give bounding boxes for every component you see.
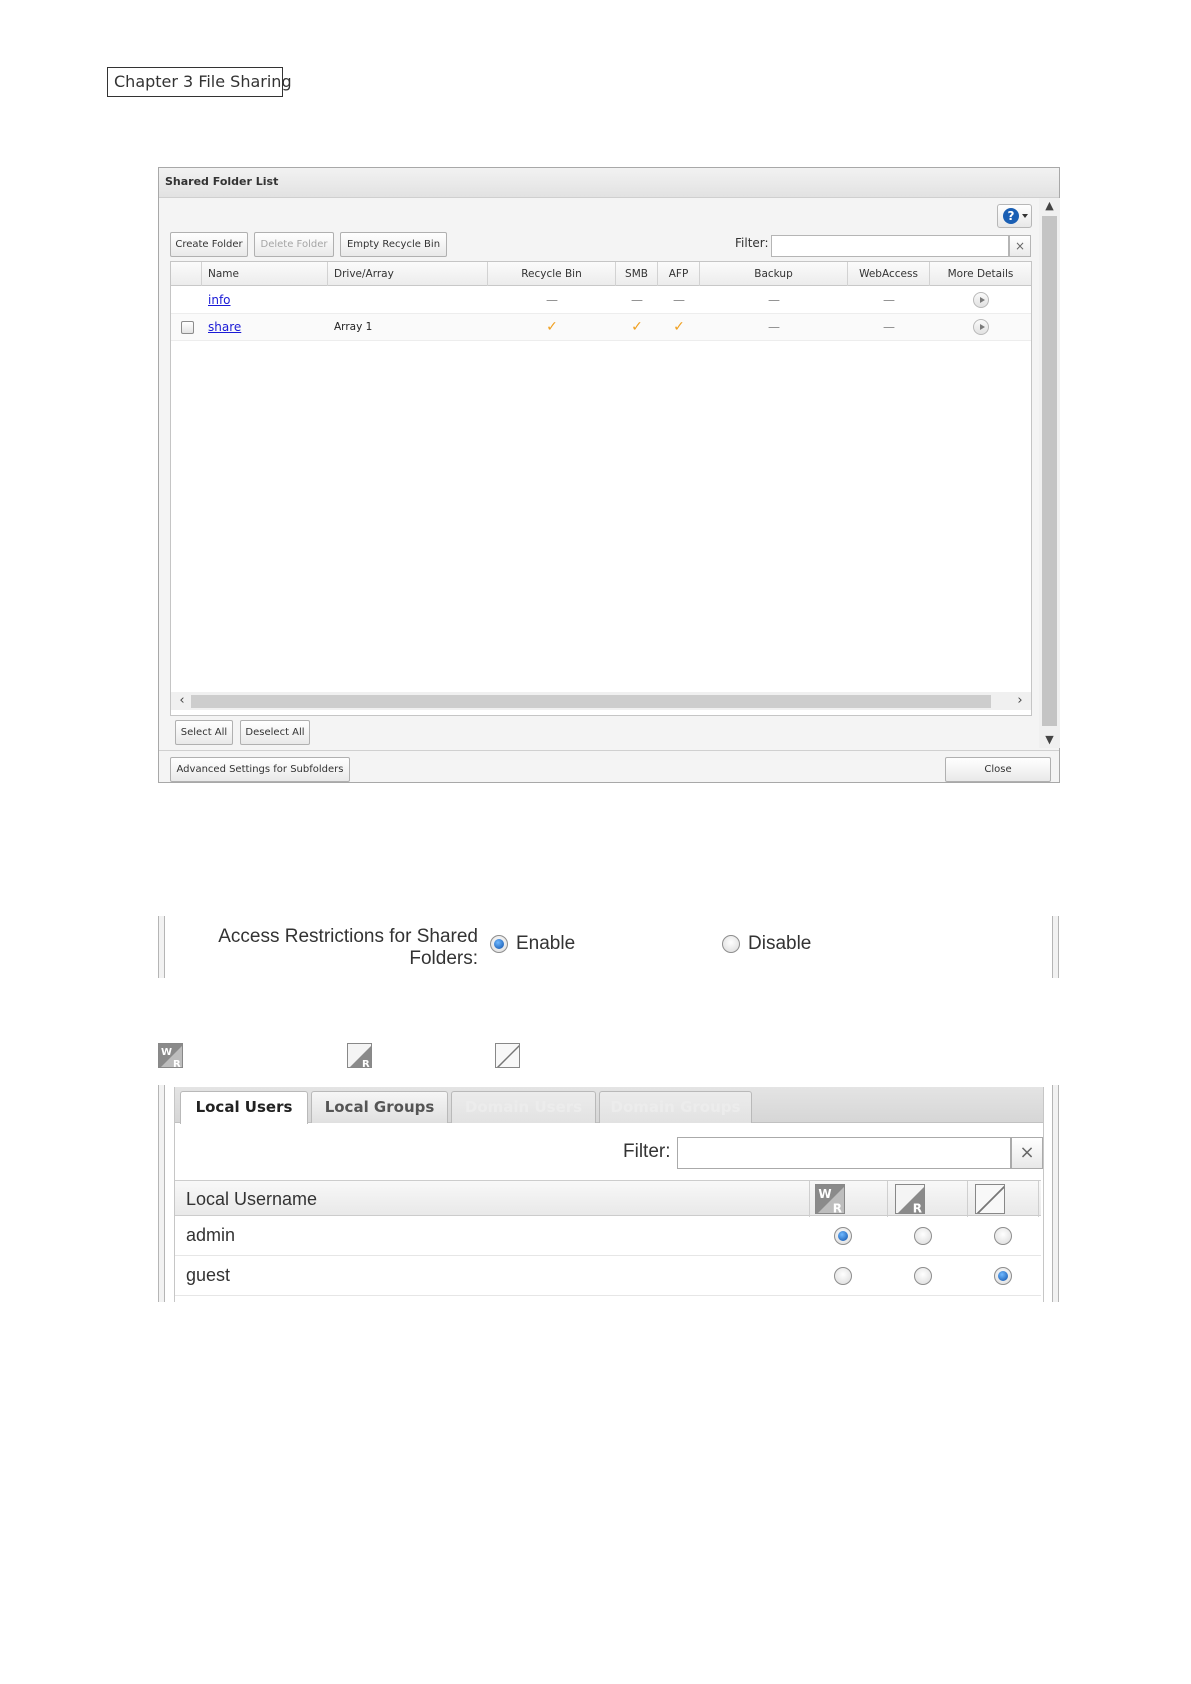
table-header <box>171 262 1031 286</box>
select-all-button[interactable]: Select All <box>175 720 233 745</box>
clear-filter-button[interactable] <box>1009 235 1031 257</box>
enable-radio[interactable] <box>490 935 508 953</box>
recycle-bin-cell: — <box>546 293 558 307</box>
disable-label: Disable <box>748 933 812 954</box>
chevron-up-icon[interactable]: ▲ <box>1045 199 1054 212</box>
column-header-recycle-bin[interactable]: Recycle Bin <box>488 262 616 286</box>
more-details-arrow-icon[interactable] <box>973 319 989 335</box>
empty-recycle-bin-button[interactable]: Empty Recycle Bin <box>340 232 447 257</box>
row-checkbox[interactable] <box>181 321 194 334</box>
webaccess-cell: — <box>883 293 895 307</box>
username-cell: admin <box>186 1225 236 1245</box>
read-write-radio[interactable] <box>834 1227 852 1245</box>
scrollbar-thumb[interactable] <box>191 695 991 708</box>
horizontal-scrollbar[interactable] <box>171 692 1031 710</box>
table-row[interactable] <box>175 1257 1041 1296</box>
help-icon: ? <box>1003 208 1019 224</box>
scrollbar-thumb[interactable] <box>1042 216 1057 726</box>
column-header-name[interactable]: Name <box>202 262 328 286</box>
user-table-header <box>175 1180 1041 1216</box>
svg-text:R: R <box>362 1059 370 1069</box>
user-filter-label: Filter: <box>623 1141 671 1162</box>
shared-folder-list-dialog <box>158 167 1060 783</box>
column-header-afp[interactable]: AFP <box>658 262 700 286</box>
backup-cell: — <box>768 293 780 307</box>
vertical-scrollbar[interactable] <box>1039 198 1060 748</box>
svg-text:R: R <box>912 1201 923 1215</box>
afp-cell: — <box>673 293 685 307</box>
close-button[interactable]: Close <box>945 757 1051 782</box>
panel-left-edge <box>158 916 165 978</box>
panel-right-edge <box>1052 1085 1059 1302</box>
advanced-settings-subfolders-button[interactable]: Advanced Settings for Subfolders <box>170 757 350 782</box>
folder-link-share[interactable]: share <box>208 320 242 334</box>
table-row[interactable] <box>171 287 1031 314</box>
column-header-backup[interactable]: Backup <box>700 262 848 286</box>
no-access-radio[interactable] <box>994 1267 1012 1285</box>
enable-label: Enable <box>516 933 576 954</box>
tab-domain-users[interactable]: Domain Users <box>451 1091 596 1123</box>
no-access-icon <box>975 1184 1005 1214</box>
table-row[interactable] <box>171 314 1031 341</box>
table-row[interactable] <box>175 1217 1041 1256</box>
help-button[interactable] <box>997 204 1032 228</box>
read-write-radio[interactable] <box>834 1267 852 1285</box>
column-header-webaccess[interactable]: WebAccess <box>848 262 930 286</box>
chevron-down-icon <box>1022 214 1028 218</box>
backup-cell: — <box>768 320 780 334</box>
dialog-footer <box>159 750 1059 784</box>
dialog-title: Shared Folder List <box>159 168 1059 198</box>
chevron-down-icon[interactable]: ▼ <box>1045 733 1054 746</box>
user-filter-input[interactable] <box>677 1137 1011 1169</box>
create-folder-button[interactable]: Create Folder <box>170 232 248 257</box>
delete-folder-button[interactable]: Delete Folder <box>254 232 334 257</box>
close-icon: × <box>1019 1142 1035 1163</box>
filter-input[interactable] <box>771 235 1009 257</box>
column-header-more-details[interactable]: More Details <box>947 268 1014 280</box>
username-cell: guest <box>186 1265 231 1285</box>
select-column-header <box>171 262 202 286</box>
smb-check-icon: ✓ <box>631 319 643 335</box>
column-header-drive-array[interactable]: Drive/Array <box>328 262 488 286</box>
folder-link-info[interactable]: info <box>208 293 231 307</box>
read-only-icon <box>895 1184 925 1214</box>
tab-local-users[interactable]: Local Users <box>180 1091 308 1124</box>
webaccess-cell: — <box>883 320 895 334</box>
read-only-icon <box>347 1043 372 1068</box>
panel-right-edge <box>1052 916 1059 978</box>
chevron-left-icon[interactable]: ‹ <box>179 693 185 708</box>
drive-cell: Array 1 <box>334 321 373 333</box>
read-write-icon <box>815 1184 845 1214</box>
close-icon: × <box>1014 239 1026 253</box>
tab-domain-groups[interactable]: Domain Groups <box>599 1091 752 1123</box>
tab-bar <box>175 1087 1043 1123</box>
more-details-arrow-icon[interactable] <box>973 292 989 308</box>
deselect-all-button[interactable]: Deselect All <box>240 720 310 745</box>
no-access-radio[interactable] <box>994 1227 1012 1245</box>
svg-text:W: W <box>818 1187 832 1202</box>
svg-text:R: R <box>173 1059 181 1069</box>
read-write-icon <box>158 1043 183 1068</box>
svg-text:R: R <box>832 1201 843 1215</box>
read-only-radio[interactable] <box>914 1267 932 1285</box>
column-header-smb[interactable]: SMB <box>616 262 658 286</box>
smb-cell: — <box>631 293 643 307</box>
tab-local-groups[interactable]: Local Groups <box>311 1091 448 1123</box>
filter-label: Filter: <box>735 236 769 250</box>
read-only-radio[interactable] <box>914 1227 932 1245</box>
svg-text:W: W <box>161 1047 173 1058</box>
recycle-bin-check-icon: ✓ <box>546 319 558 335</box>
access-restrictions-label: Access Restrictions for Shared Folders: <box>218 926 478 969</box>
column-header-local-username[interactable]: Local Username <box>186 1189 318 1209</box>
afp-check-icon: ✓ <box>673 319 685 335</box>
chevron-right-icon[interactable]: › <box>1017 693 1023 708</box>
user-permissions-panel <box>174 1087 1044 1302</box>
chapter-heading: Chapter 3 File Sharing <box>107 67 283 97</box>
panel-left-edge <box>158 1085 165 1302</box>
disable-radio[interactable] <box>722 935 740 953</box>
no-access-icon <box>495 1043 520 1068</box>
clear-user-filter-button[interactable] <box>1011 1137 1043 1169</box>
shared-folder-table <box>170 261 1032 716</box>
